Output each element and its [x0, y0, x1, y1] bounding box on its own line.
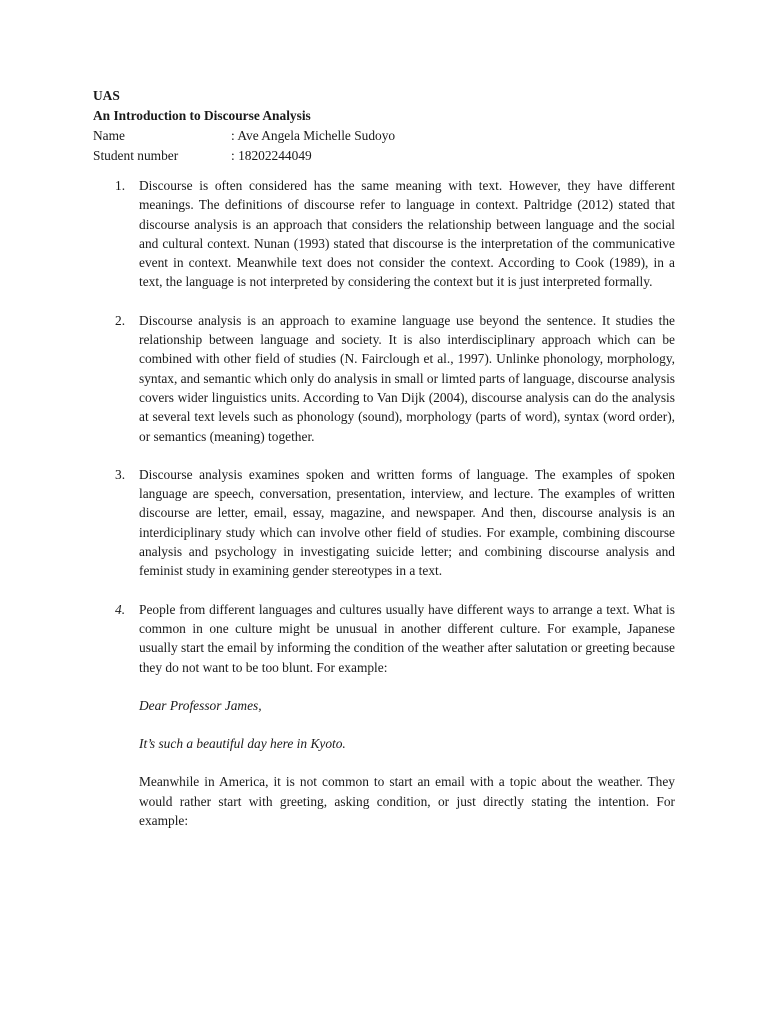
document-header: [93, 86, 693, 166]
example-salutation: Dear Professor James,: [139, 697, 262, 713]
list-item-number: 3.: [115, 466, 126, 482]
name-value: : Ave Angela Michelle Sudoyo: [231, 128, 396, 143]
paragraph: Meanwhile in America, it is not common to start an email with a topic about the weather. They would rather start with greeting, asking condition, or just directly stating the intention. For example:: [139, 774, 675, 829]
list-item-number: 4.: [115, 601, 126, 617]
course-title: An Introduction to Discourse Analysis: [93, 108, 311, 123]
list-item-1: [93, 176, 675, 292]
list-item-number: 1.: [115, 178, 126, 193]
exam-title: UAS: [93, 88, 120, 103]
answer-list: [93, 176, 675, 849]
name-label: Name: [93, 128, 125, 143]
list-item-body: [139, 600, 675, 831]
list-item-4: [93, 600, 675, 831]
paragraph: Discourse is often considered has the same meaning with text. However, they have different meanings. The definitions of discourse refer to language in context. Paltridge (2012) stated that discourse analysis is an approach that considers the relationship between language and the social and cultural context. Nunan (1993) stated that discourse is the interpretation of the communicative event in context. Meanwhile text does not consider the context. According to Cook (1989), in a text, the language is not interpreted by considering the context but it is just interpreted formally.: [139, 178, 675, 290]
student-number-label: Student number: [93, 148, 179, 163]
example-weather-line: It’s such a beautiful day here in Kyoto.: [139, 736, 346, 752]
list-item-body: [139, 311, 675, 446]
list-item-3: [93, 465, 675, 581]
paragraph: Discourse analysis is an approach to examine language use beyond the sentence. It studies the relationship between language and society. It is also interdisciplinary approach which can be combined with other field of studies (N. Fairclough et al., 1997). Unlinke phonology, morphology, syntax, and semantic which only do analysis in small or limted parts of language, discourse analysis covers wider linguistics units. According to Van Dijk (2004), discourse analysis can do the analysis at several text levels such as phonology (sound), morphology (parts of word), syntax (word order), or semantics (meaning) together.: [139, 312, 675, 444]
list-item-body: [139, 176, 675, 292]
name-row: [93, 126, 693, 146]
student-number-value: : 18202244049: [231, 148, 312, 163]
list-item-2: [93, 311, 675, 446]
paragraph: Discourse analysis examines spoken and written forms of language. The examples of spoken language are speech, conversation, presentation, interview, and lecture. The examples of written discourse are letter, email, essay, magazine, and newspaper. And then, discourse analysis is an interdiciplinary study which can involve other field of studies. For example, combining discourse analysis and psychology in investigating suicide letter; and combining discourse analysis and feminist study in examining gender stereotypes in a text.: [139, 466, 675, 579]
list-item-body: [139, 465, 675, 581]
list-item-number: 2.: [115, 312, 126, 328]
student-number-row: [93, 146, 693, 166]
paragraph: People from different languages and cultures usually have different ways to arrange a text. What is common in one culture might be unusual in another different culture. For example, Japanese usually start the email by informing the condition of the weather after salutation or greeting because they do not want to be too blunt. For example:: [139, 601, 675, 675]
